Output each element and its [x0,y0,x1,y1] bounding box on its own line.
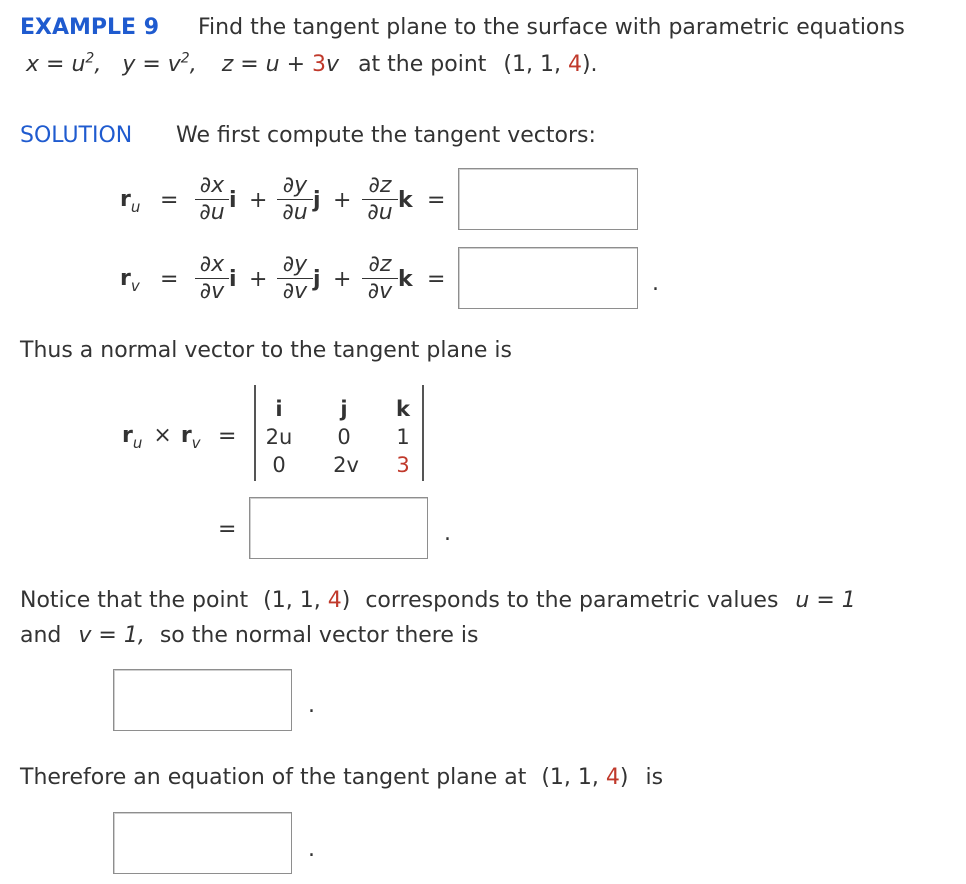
example-label: EXAMPLE 9 [20,15,160,40]
notice-line2: and v = 1, so the normal vector there is [20,623,479,648]
det-cell: i [275,397,283,421]
conclusion-line: Therefore an equation of the tangent plane at (1, 1, 4) is [20,765,664,790]
cross-period: . [444,521,451,546]
normal-period: . [308,693,315,718]
det-cell: 2u [265,425,293,449]
rv-equals-2: = [427,267,446,292]
det-cell: k [396,397,410,421]
rv-frac-y: ∂y ∂v [277,254,313,303]
ru-k: k [398,188,413,213]
rv-i: i [229,267,237,292]
ru-frac-z: ∂z ∂u [362,175,398,224]
det-cell: 0 [337,425,351,449]
ru-equals: = [160,188,179,213]
det-cell: 0 [272,453,286,477]
ru-i: i [229,188,237,213]
rv-plus-2: + [333,267,352,292]
cross-product-label: $r_u \times r_v$ [122,423,201,452]
normal-at-point-input[interactable] [113,669,292,731]
ru-frac-x: ∂x ∂u [195,175,229,224]
ru-plus-2: + [333,188,352,213]
det-cell: 3 [396,453,410,477]
ru-frac-y: ∂y ∂u [277,175,313,224]
tangent-plane-answer-input[interactable] [113,812,292,874]
cross-product-answer-input[interactable] [249,497,428,559]
ru-plus-1: + [249,188,268,213]
problem-statement-line1: Find the tangent plane to the surface with parametric equations [198,15,905,40]
rv-period: . [652,271,659,296]
determinant-left-bar [254,385,256,481]
solution-intro: We first compute the tangent vectors: [176,123,596,148]
notice-line1: Notice that the point (1, 1, 4) corresponds to the parametric values u = 1 [20,588,856,613]
rv-equals: = [160,267,179,292]
rv-frac-x: ∂x ∂v [195,254,229,303]
rv-j: j [313,267,321,292]
ru-equals-2: = [427,188,446,213]
rv-k: k [398,267,413,292]
solution-line [20,123,132,149]
solution-label: SOLUTION [20,123,133,148]
rv-plus-1: + [249,267,268,292]
normal-intro: Thus a normal vector to the tangent plane is [20,338,513,363]
det-cell: 1 [396,425,410,449]
ru-label: $r_u$ [120,187,141,216]
eq-z: z = u + 3v [221,52,340,77]
eq-y: $y = v^2$, [122,50,197,77]
point: (1, 1, 4). [503,52,598,77]
rv-answer-input[interactable] [458,247,638,309]
eq-x: $x = u^2$, [26,50,102,77]
det-cell: 2v [333,453,359,477]
ru-answer-input[interactable] [458,168,638,230]
ru-j: j [313,188,321,213]
rv-label: $r_v$ [120,266,140,295]
tangent-plane-period: . [308,837,315,862]
det-cell: j [340,397,348,421]
cross-equals-2: = [218,517,237,542]
problem-header [20,15,159,41]
rv-frac-z: ∂z ∂v [362,254,398,303]
problem-statement-line2: $x = u^2$, $y = v^2$, z = u + 3v at the point (1, 1, 4). [26,50,598,77]
cross-equals: = [218,424,237,449]
